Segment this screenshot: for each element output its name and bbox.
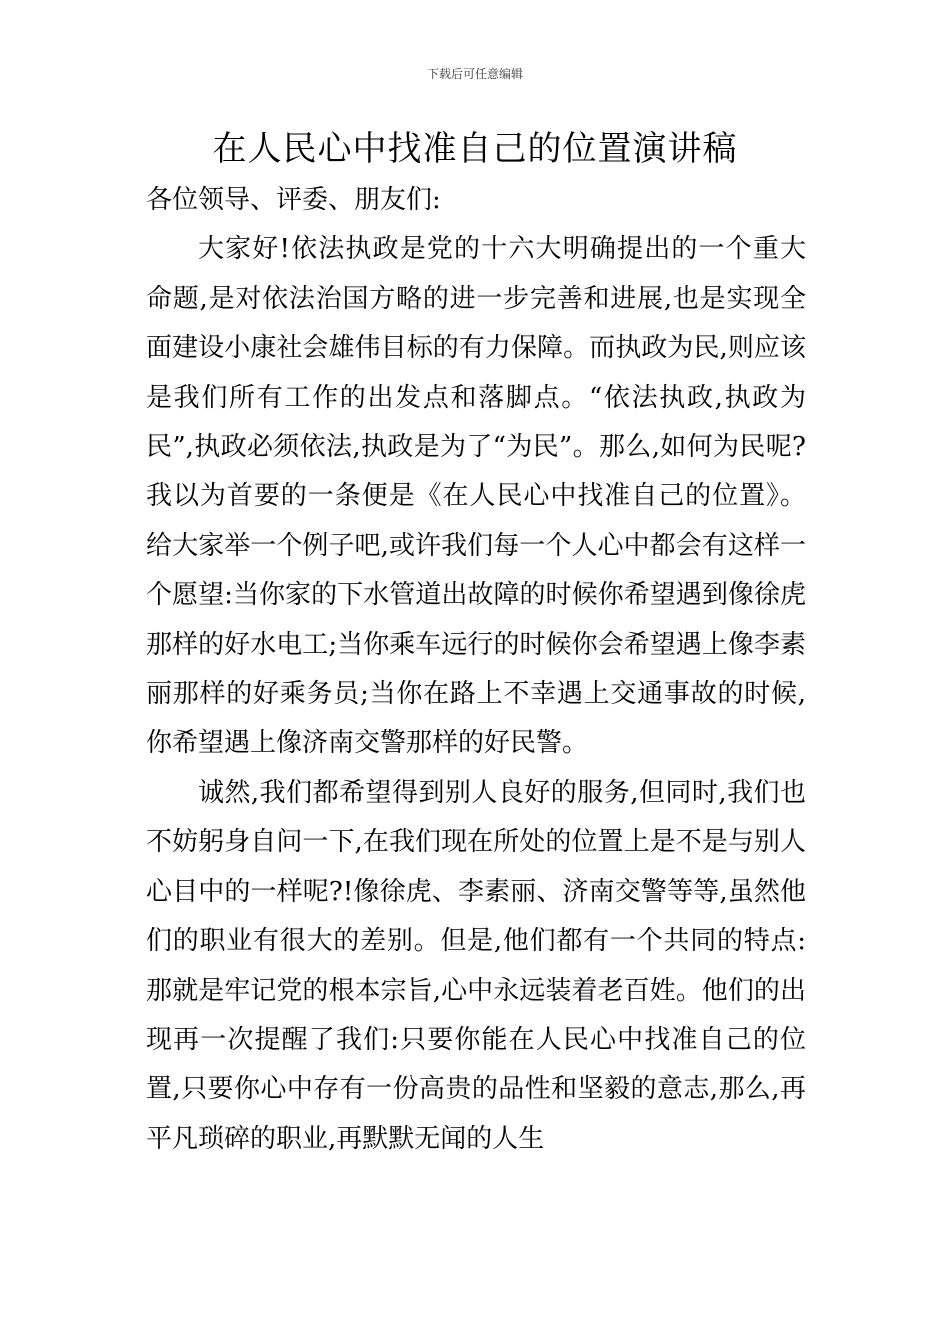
paragraph-2: 诚然,我们都希望得到别人良好的服务,但同时,我们也不妨躬身自问一下,在我们现在所处的位置上是不是与别人心目中的一样呢?!像徐虎、李素丽、济南交警等等,虽然他们的职业有很大的差别。但是,他们都有一个共同的特点:那就是牢记党的根本宗旨,心中永远装着老百姓。他们的出现再一次提醒了我们:只要你能在人民心中找准自己的位置,只要你心中存有一份高贵的品性和坚毅的意志,那么,再平凡琐碎的职业,再默默无闻的人生 <box>146 777 806 1154</box>
document-body <box>146 176 806 1164</box>
salutation: 各位领导、评委、朋友们: <box>146 185 441 215</box>
header-note: 下载后可任意编辑 <box>426 67 523 81</box>
paragraph-1: 大家好!依法执政是党的十六大明确提出的一个重大命题,是对依法治国方略的进一步完善和进展,也是实现全面建设小康社会雄伟目标的有力保障。而执政为民,则应该是我们所有工作的出发点和落脚点。“依法执政,执政为民”,执政必须依法,执政是为了“为民”。那么,如何为民呢?我以为首要的一条便是《在人民心中找准自己的位置》。给大家举一个例子吧,或许我们每一个人心中都会有这样一个愿望:当你家的下水管道出故障的时候你希望遇到像徐虎那样的好水电工;当你乘车远行的时候你会希望遇上像李素丽那样的好乘务员;当你在路上不幸遇上交通事故的时候,你希望遇上像济南交警那样的好民警。 <box>146 234 806 759</box>
page-title: 在人民心中找准自己的位置演讲稿 <box>212 129 738 169</box>
